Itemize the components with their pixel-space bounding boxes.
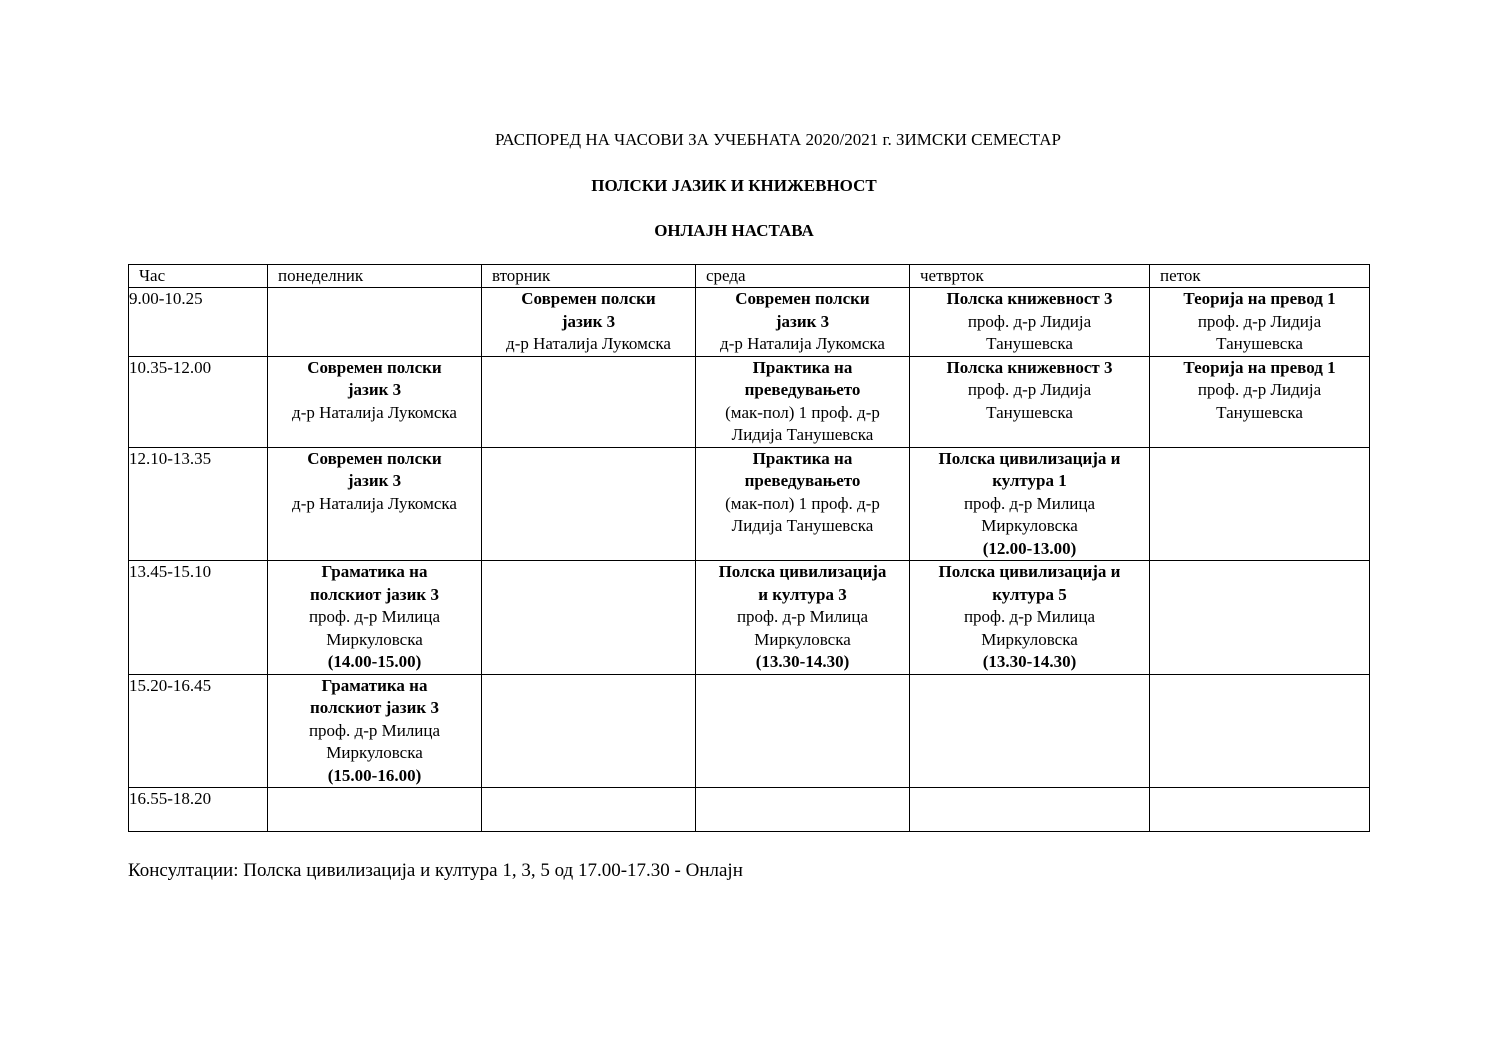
course-detail-line: д-р Наталија Лукомска (292, 493, 457, 513)
course-title-line: Современ полски (307, 357, 442, 377)
course-title-line: Теорија на превод 1 (1183, 289, 1336, 308)
course-detail-line: проф. д-р Милица (963, 607, 1096, 626)
course-title-line: (13.30-14.30) (982, 652, 1077, 671)
table-row (129, 674, 1370, 788)
course-title-line: полскиот јазик 3 (310, 584, 439, 604)
schedule-cell-monday (268, 561, 482, 675)
table-row (129, 447, 1370, 561)
schedule-cell-tuesday (482, 788, 696, 832)
schedule-cell-thursday (910, 674, 1150, 788)
course-detail-line: Танушевска (986, 402, 1073, 422)
column-header-thursday: четврток (910, 265, 1150, 288)
course-detail-line: д-р Наталија Лукомска (506, 334, 671, 353)
time-slot-cell: 16.55-18.20 (129, 788, 268, 832)
schedule-table (128, 264, 1370, 832)
schedule-cell-monday (268, 447, 482, 561)
schedule-cell-monday (268, 788, 482, 832)
schedule-cell-friday (1150, 561, 1370, 675)
schedule-cell-thursday (910, 447, 1150, 561)
table-row (129, 288, 1370, 357)
course-title-line: Полска книжевност 3 (946, 357, 1113, 377)
teaching-mode-title: ОНЛАЈН НАСТАВА (654, 221, 814, 240)
course-detail-line: проф. д-р Милица (308, 720, 441, 740)
schedule-cell-wednesday (696, 356, 910, 447)
course-detail-line: проф. д-р Милица (308, 607, 441, 626)
schedule-cell-monday (268, 288, 482, 357)
schedule-cell-tuesday (482, 674, 696, 788)
course-detail-line: проф. д-р Лидија (967, 311, 1092, 331)
time-slot-cell: 15.20-16.45 (129, 674, 268, 788)
course-title-line: Полска цивилизација и (938, 562, 1121, 581)
time-slot-cell: 13.45-15.10 (129, 561, 268, 675)
course-detail-line: проф. д-р Лидија (1197, 311, 1322, 331)
course-detail-line: проф. д-р Милица (963, 493, 1096, 513)
course-detail-line: Танушевска (986, 334, 1073, 353)
time-slot-cell: 12.10-13.35 (129, 447, 268, 561)
column-header-tuesday: вторник (482, 265, 696, 288)
course-detail-line: проф. д-р Лидија (1197, 380, 1322, 399)
course-detail-line: Танушевска (1216, 334, 1303, 353)
course-detail-line: д-р Наталија Лукомска (292, 402, 457, 422)
schedule-cell-thursday (910, 788, 1150, 832)
course-detail-line: д-р Наталија Лукомска (720, 334, 885, 353)
course-title-line: Практика на (752, 448, 853, 468)
schedule-cell-thursday (910, 561, 1150, 675)
table-row (129, 356, 1370, 447)
table-row (129, 788, 1370, 832)
course-detail-line: (мак-пол) 1 проф. д-р (725, 402, 880, 422)
column-header-monday: понеделник (268, 265, 482, 288)
schedule-cell-wednesday (696, 447, 910, 561)
schedule-cell-thursday (910, 356, 1150, 447)
course-title-line: Современ полски (735, 289, 870, 308)
course-detail-line: Миркуловска (981, 516, 1078, 535)
schedule-cell-friday (1150, 288, 1370, 357)
course-title-line: култура 5 (992, 584, 1067, 604)
schedule-cell-friday (1150, 356, 1370, 447)
schedule-cell-friday (1150, 447, 1370, 561)
schedule-cell-wednesday (696, 788, 910, 832)
schedule-cell-tuesday (482, 356, 696, 447)
course-title-line: Полска книжевност 3 (946, 289, 1113, 308)
course-detail-line: Миркуловска (326, 629, 423, 649)
schedule-cell-wednesday (696, 561, 910, 675)
schedule-cell-wednesday (696, 288, 910, 357)
schedule-cell-tuesday (482, 288, 696, 357)
schedule-cell-friday (1150, 674, 1370, 788)
schedule-cell-wednesday (696, 674, 910, 788)
program-title: ПОЛСКИ ЈАЗИК И КНИЖЕВНОСТ (591, 176, 877, 195)
column-header-hour: Час (129, 265, 268, 288)
course-title-line: Современ полски (521, 289, 656, 308)
course-title-line: и култура 3 (758, 584, 847, 604)
course-title-line: јазик 3 (561, 311, 616, 331)
schedule-cell-tuesday (482, 447, 696, 561)
course-title-line: Полска цивилизација и (938, 448, 1121, 468)
course-title-line: преведувањето (744, 471, 861, 490)
consultations-note: Консултации: Полска цивилизација и култура 1, 3, 5 од 17.00-17.30 - Онлајн (128, 860, 743, 881)
course-detail-line: (мак-пол) 1 проф. д-р (725, 493, 880, 513)
course-title-line: Полска цивилизација (718, 562, 887, 581)
table-row (129, 561, 1370, 675)
course-detail-line: Миркуловска (754, 629, 851, 649)
course-detail-line: Миркуловска (981, 629, 1078, 649)
schedule-cell-monday (268, 356, 482, 447)
schedule-body (129, 288, 1370, 832)
course-title-line: јазик 3 (347, 471, 402, 490)
course-title-line: Граматика на (321, 675, 428, 695)
course-title-line: (14.00-15.00) (327, 652, 422, 671)
column-header-friday: петок (1150, 265, 1370, 288)
course-title-line: (13.30-14.30) (755, 652, 850, 671)
course-title-line: јазик 3 (347, 380, 402, 399)
schedule-cell-monday (268, 674, 482, 788)
schedule-cell-thursday (910, 288, 1150, 357)
course-title-line: полскиот јазик 3 (310, 698, 439, 717)
time-slot-cell: 9.00-10.25 (129, 288, 268, 357)
course-title-line: Граматика на (321, 562, 428, 581)
course-title-line: преведувањето (744, 380, 861, 399)
course-title-line: Теорија на превод 1 (1183, 357, 1336, 377)
time-slot-cell: 10.35-12.00 (129, 356, 268, 447)
schedule-cell-tuesday (482, 561, 696, 675)
course-detail-line: Лидија Танушевска (731, 516, 874, 535)
course-detail-line: Танушевска (1216, 402, 1303, 422)
document-title: РАСПОРЕД НА ЧАСОВИ ЗА УЧЕБНАТА 2020/2021 г. ЗИМСКИ СЕМЕСТАР (495, 130, 1061, 149)
course-title-line: Практика на (752, 357, 853, 377)
course-detail-line: проф. д-р Милица (736, 607, 869, 626)
course-detail-line: Миркуловска (326, 743, 423, 762)
course-title-line: јазик 3 (775, 311, 830, 331)
course-title-line: Современ полски (307, 448, 442, 468)
course-detail-line: Лидија Танушевска (731, 425, 874, 444)
header-row (129, 265, 1370, 288)
course-title-line: култура 1 (992, 471, 1067, 490)
course-title-line: (12.00-13.00) (982, 538, 1077, 558)
course-title-line: (15.00-16.00) (327, 765, 422, 785)
schedule-cell-friday (1150, 788, 1370, 832)
column-header-wednesday: среда (696, 265, 910, 288)
course-detail-line: проф. д-р Лидија (967, 380, 1092, 399)
